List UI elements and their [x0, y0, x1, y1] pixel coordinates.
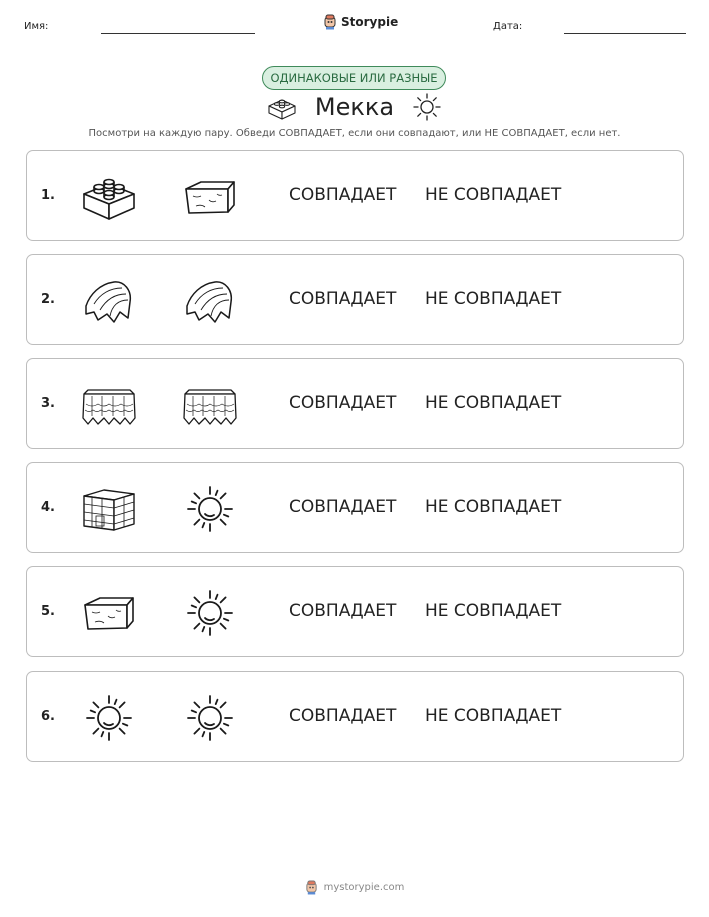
sun-icon — [181, 484, 239, 534]
stone-block-icon — [80, 588, 138, 638]
same-option[interactable]: СОВПАДАЕТ — [289, 393, 397, 413]
footer-url[interactable]: mystorypie.com — [323, 882, 405, 893]
draped-table-icon — [80, 380, 138, 430]
title-row — [0, 92, 709, 122]
question-row-6 — [26, 671, 684, 762]
question-row-1 — [26, 150, 684, 241]
cloth-icon — [80, 276, 138, 326]
question-number: 4. — [41, 500, 55, 515]
question-number: 5. — [41, 604, 55, 619]
question-number: 1. — [41, 188, 55, 203]
date-line[interactable] — [564, 33, 686, 34]
question-number: 6. — [41, 709, 55, 724]
stone-block-icon — [181, 172, 239, 222]
sun-icon — [181, 588, 239, 638]
question-row-5 — [26, 566, 684, 657]
different-option[interactable]: НЕ СОВПАДАЕТ — [425, 706, 562, 726]
cloth-icon — [181, 276, 239, 326]
same-option[interactable]: СОВПАДАЕТ — [289, 185, 397, 205]
brand-logo — [323, 14, 398, 30]
page-title: Мекка — [314, 93, 395, 121]
same-option[interactable]: СОВПАДАЕТ — [289, 706, 397, 726]
instructions: Посмотри на каждую пару. Обведи СОВПАДАЕТ, если они совпадают, или НЕ СОВПАДАЕТ, если нет. — [88, 128, 621, 139]
sun-icon — [412, 92, 442, 122]
storypie-mascot-icon — [323, 14, 337, 30]
sun-icon — [181, 693, 239, 743]
lego-brick-icon — [267, 94, 297, 120]
worksheet-type-badge: ОДИНАКОВЫЕ ИЛИ РАЗНЫЕ — [262, 66, 446, 90]
different-option[interactable]: НЕ СОВПАДАЕТ — [425, 393, 562, 413]
stone-building-icon — [80, 484, 138, 534]
date-label: Дата: — [493, 21, 523, 32]
different-option[interactable]: НЕ СОВПАДАЕТ — [425, 601, 562, 621]
question-row-2 — [26, 254, 684, 345]
sun-icon — [80, 693, 138, 743]
brand-name: Storypie — [341, 15, 399, 29]
different-option[interactable]: НЕ СОВПАДАЕТ — [425, 185, 562, 205]
question-row-3 — [26, 358, 684, 449]
name-line[interactable] — [101, 33, 255, 34]
same-option[interactable]: СОВПАДАЕТ — [289, 601, 397, 621]
name-label: Имя: — [24, 21, 49, 32]
different-option[interactable]: НЕ СОВПАДАЕТ — [425, 497, 562, 517]
question-number: 3. — [41, 396, 55, 411]
question-row-4 — [26, 462, 684, 553]
different-option[interactable]: НЕ СОВПАДАЕТ — [425, 289, 562, 309]
question-number: 2. — [41, 292, 55, 307]
lego-brick-icon — [80, 172, 138, 222]
same-option[interactable]: СОВПАДАЕТ — [289, 289, 397, 309]
same-option[interactable]: СОВПАДАЕТ — [289, 497, 397, 517]
storypie-mascot-icon — [305, 880, 318, 895]
draped-table-icon — [181, 380, 239, 430]
footer — [0, 880, 709, 895]
